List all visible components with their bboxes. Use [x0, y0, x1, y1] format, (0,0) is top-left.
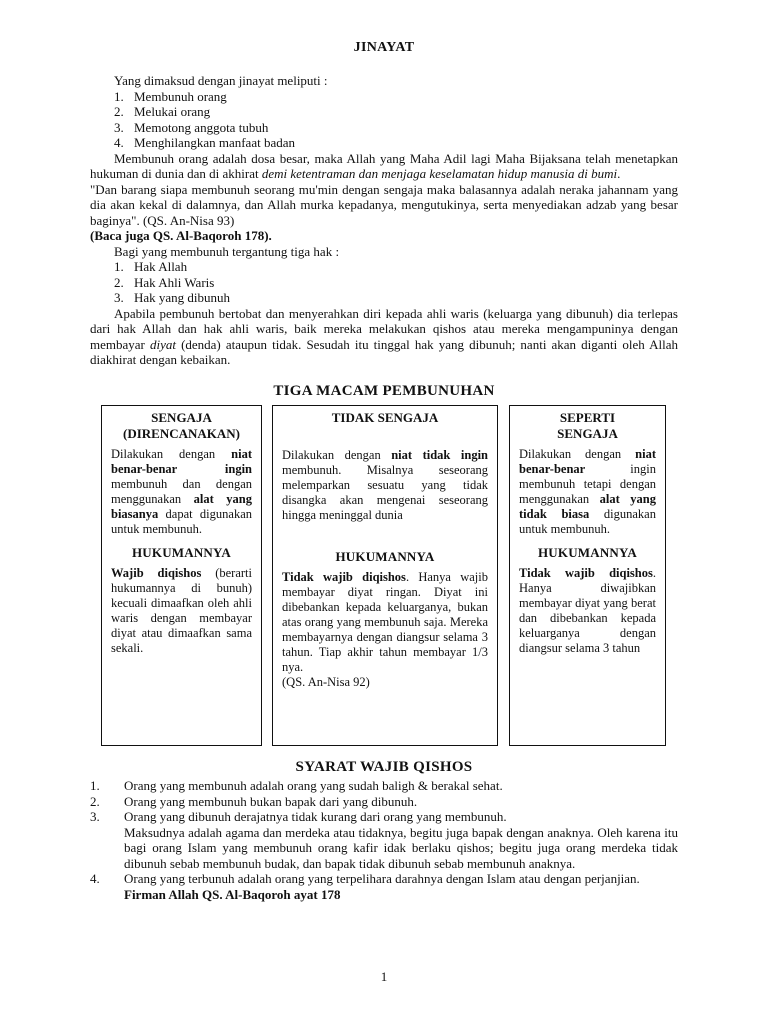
list-item: 1. Orang yang membunuh adalah orang yang sudah baligh & berakal sehat. — [90, 778, 503, 793]
hak-lead: Bagi yang membunuh tergantung tiga hak : — [114, 243, 340, 259]
hukuman-description: Wajib diqishos (berarti hukumannya di bunuh) kecuali dimaafkan oleh ahli waris dengan membayar diyat atau dimaafkan sama sekali. — [111, 566, 252, 655]
page-title: JINAYAT — [353, 40, 415, 55]
tobat-paragraph: Apabila pembunuh bertobat dan menyerahkan diri kepada ahli waris (keluarga yang dibunuh) dia terlepas dari hak Allah dan hak ahli waris, baik mereka melakukan qishos atau mereka mengampuninya dengan membayar diyat (denda) ataupun tidak. Sesudah itu tinggal hak yang dibunuh; nanti akan diganti oleh Allah diakhirat dengan kebaikan. — [90, 305, 678, 367]
box-heading: SEPERTI SENGAJA — [557, 410, 618, 441]
quote-paragraph: "Dan barang siapa membunuh seorang mu'min dengan sengaja maka balasannya adalah neraka jahannam yang dia akan kekal di dalamnya, dan Allah murka kepadanya, mengutukinya, serta menyediakan adzab yang besar baginya". (QS. An-Nisa 93) — [90, 181, 678, 228]
list-item: 2. Melukai orang — [114, 104, 211, 119]
list-item: Maksudnya adalah agama dan merdeka atau tidaknya, begitu juga bapak dengan anaknya. Oleh karena itu bagi orang Islam yang membunuh orang kafir idak berlaku qishos; begitu juga orang merdeka tidak dibunuh sebab membunuh budak, dan bapak tidak dibunuh sebab membunuh anaknya. — [124, 824, 678, 871]
list-item: 3. Memotong anggota tubuh — [114, 119, 269, 135]
box-description: Dilakukan dengan niat benar-benar ingin membunuh tetapi dengan menggunakan alat yang tidak biasa digunakan untuk membunuh. — [519, 447, 656, 536]
box-sengaja — [101, 405, 262, 746]
box-tidak-sengaja — [272, 405, 498, 746]
see-also-note: (Baca juga QS. Al-Baqoroh 178). — [90, 228, 272, 243]
hukuman-reference: (QS. An-Nisa 92) — [282, 674, 370, 689]
box-description: Dilakukan dengan niat benar-benar ingin membunuh dan dengan menggunakan alat yang biasanya dapat digunakan untuk membunuh. — [111, 447, 252, 536]
section-title-pembunuhan: TIGA MACAM PEMBUNUHAN — [273, 383, 495, 399]
page-number: 1 — [380, 969, 388, 984]
firman-line: Firman Allah QS. Al-Baqoroh ayat 178 — [124, 886, 341, 902]
box-heading: TIDAK SENGAJA — [331, 410, 439, 425]
hukuman-heading: HUKUMANNYA — [335, 548, 435, 564]
section-title-syarat: SYARAT WAJIB QISHOS — [295, 759, 473, 775]
hukuman-description: Tidak wajib diqishos. Hanya wajib membayar diyat ringan. Diyat ini dibebankan kepada keluarganya, bukan atas orang yang membunuh saja. Mereka membayarnya dengan diangsur selama 3 tahun. Tiap akhir tahun membayar 1/3 nya. — [282, 569, 488, 674]
list-item: 1. Membunuh orang — [114, 88, 227, 104]
box-seperti-sengaja — [509, 405, 666, 746]
intro-section — [90, 73, 678, 368]
list-item: 2. Hak Ahli Waris — [114, 274, 215, 290]
box-description: Dilakukan dengan niat tidak ingin membunuh. Misalnya seseorang melemparkan sesuatu yang tidak disangka akan mengenai seseorang hingga meninggal dunia — [282, 447, 488, 522]
hukuman-heading: HUKUMANNYA — [537, 545, 638, 560]
syarat-list — [90, 778, 678, 902]
list-item: 4. Menghilangkan manfaat badan — [114, 135, 295, 150]
list-item: 4. Orang yang terbunuh adalah orang yang terpelihara darahnya dengan Islam atau dengan perjanjian. — [90, 871, 640, 886]
list-item: 1. Hak Allah — [114, 259, 188, 274]
list-item: 3. Orang yang dibunuh derajatnya tidak kurang dari orang yang membunuh. — [90, 809, 507, 824]
list-item: 2. Orang yang membunuh bukan bapak dari yang dibunuh. — [90, 793, 418, 809]
hukuman-heading: HUKUMANNYA — [131, 545, 232, 560]
box-heading: SENGAJA (DIRENCANAKAN) — [123, 410, 240, 441]
intro-paragraph: Membunuh orang adalah dosa besar, maka Allah yang Maha Adil lagi Maha Bijaksana telah menetapkan hukuman di dunia dan di akhirat demi ketentraman dan menjaga keselamatan hidup manusia di bumi. — [90, 150, 678, 181]
hak-list — [114, 259, 678, 306]
jinayat-list — [114, 89, 678, 151]
intro-lead: Yang dimaksud dengan jinayat meliputi : — [114, 73, 328, 88]
list-item: 3. Hak yang dibunuh — [114, 290, 231, 305]
hukuman-description: Tidak wajib diqishos. Hanya diwajibkan membayar diyat yang berat dan dibebankan kepada keluarganya dengan diangsur selama 3 tahun — [519, 566, 656, 655]
